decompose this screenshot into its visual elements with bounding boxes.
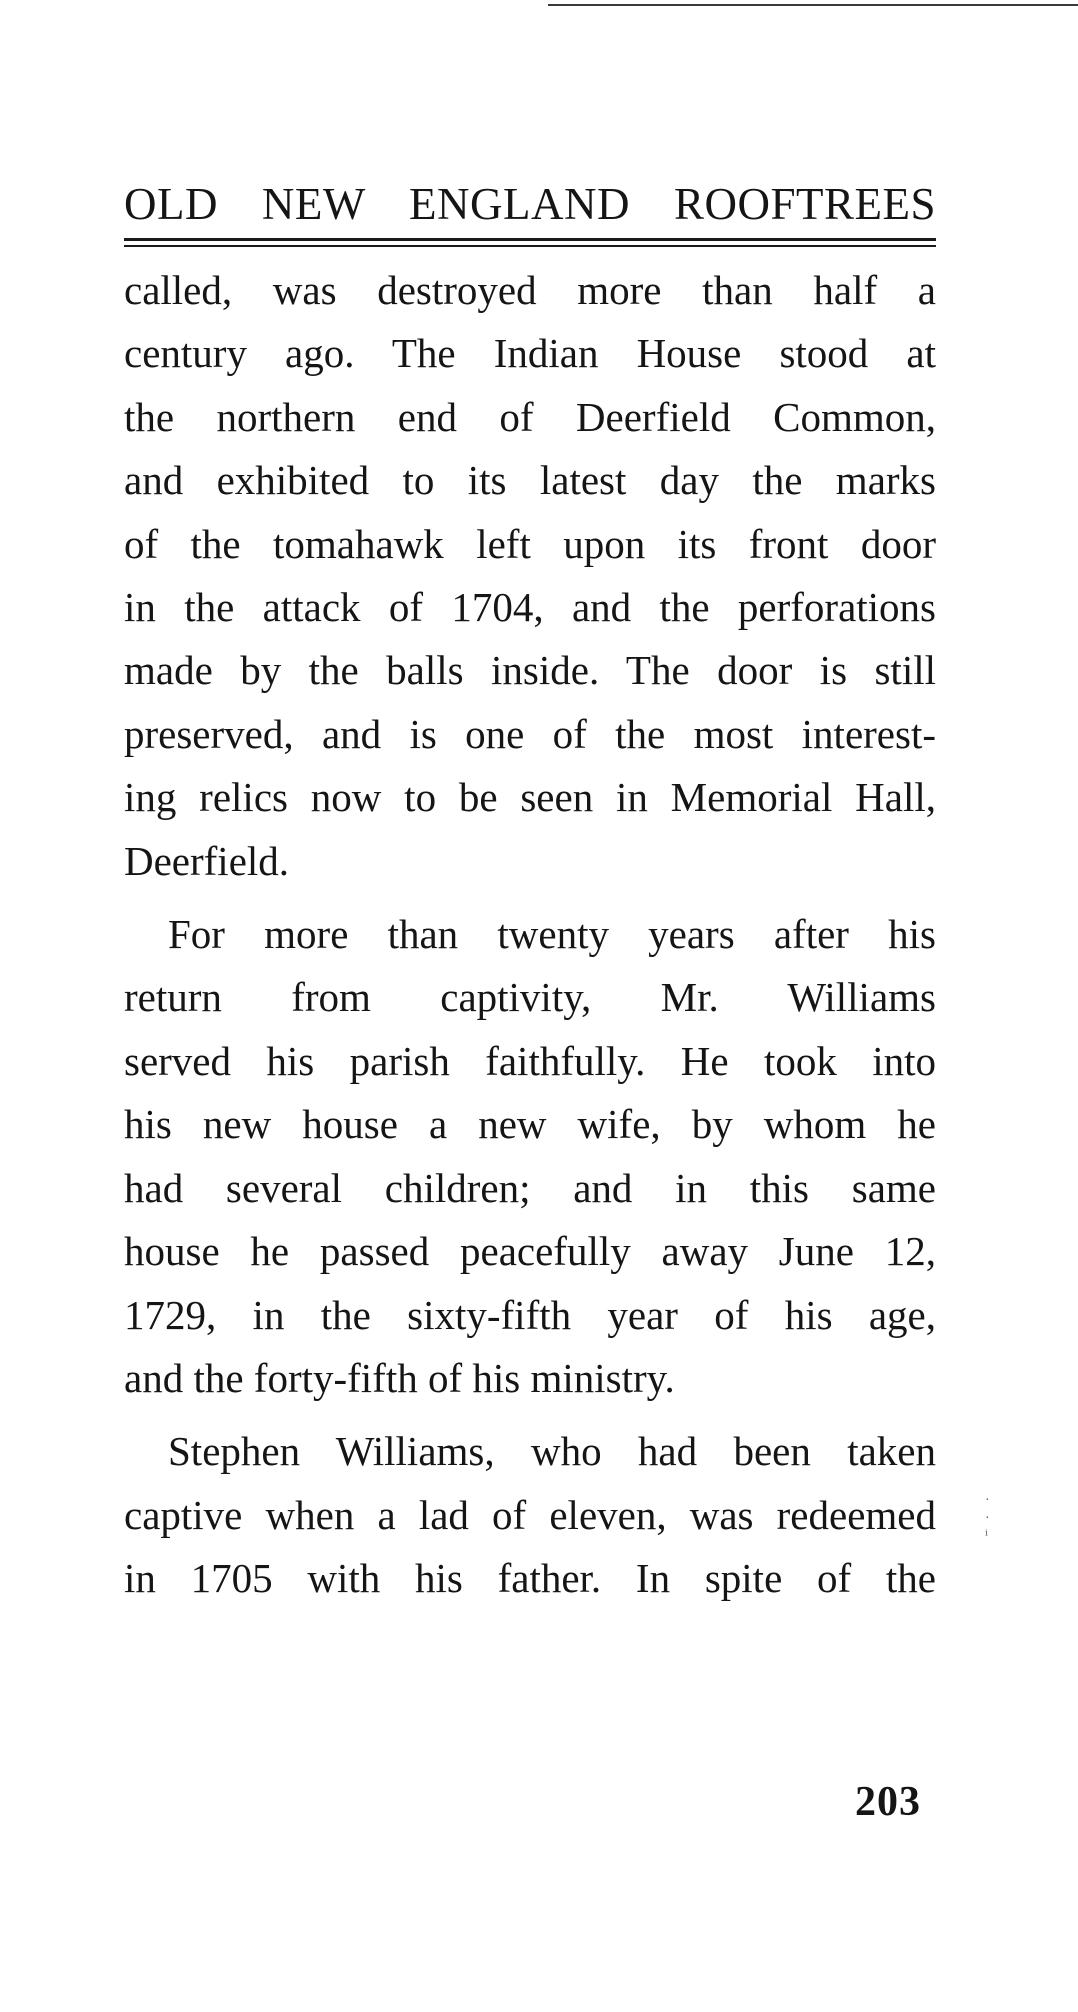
text-line: and the forty-fifth of his ministry. xyxy=(124,1354,675,1401)
paragraph-1 xyxy=(124,259,936,893)
running-title: OLD NEW ENGLAND ROOFTREES xyxy=(124,179,936,229)
text-line: made by the balls inside. The door is still xyxy=(124,647,936,694)
text-line: the northern end of Deerfield Common, xyxy=(124,393,936,440)
text-line: served his parish faithfully. He took into xyxy=(124,1037,936,1084)
text-line: in the attack of 1704, and the perforations xyxy=(124,584,936,631)
text-line: house he passed peacefully away June 12, xyxy=(124,1228,936,1275)
text-line: Stephen Williams, who had been taken xyxy=(168,1428,936,1475)
margin-speck: · · ⁱ xyxy=(985,1493,990,1544)
text-line: century ago. The Indian House stood at xyxy=(124,330,936,377)
text-line: of the tomahawk left upon its front door xyxy=(124,520,936,567)
text-line: his new house a new wife, by whom he xyxy=(124,1101,936,1148)
text-line: preserved, and is one of the most interest- xyxy=(124,710,936,757)
text-line: ing relics now to be seen in Memorial Hall, xyxy=(124,774,936,821)
text-line: had several children; and in this same xyxy=(124,1164,936,1211)
body-text xyxy=(124,259,936,1611)
page-number: 203 xyxy=(855,1779,921,1825)
text-line: and exhibited to its latest day the marks xyxy=(124,457,936,504)
paragraph-3 xyxy=(124,1420,936,1610)
text-line: in 1705 with his father. In spite of the xyxy=(124,1555,936,1602)
text-line: For more than twenty years after his xyxy=(168,911,936,958)
scan-edge-rule xyxy=(548,4,1078,6)
text-line: return from captivity, Mr. Williams xyxy=(124,974,936,1021)
book-page xyxy=(124,176,936,1825)
header-double-rule xyxy=(124,238,936,247)
text-line: captive when a lad of eleven, was redeemed xyxy=(124,1491,936,1538)
text-line: called, was destroyed more than half a xyxy=(124,267,936,313)
paragraph-2 xyxy=(124,903,936,1410)
text-line: 1729, in the sixty-fifth year of his age, xyxy=(124,1291,936,1338)
text-line: Deerfield. xyxy=(124,837,290,884)
